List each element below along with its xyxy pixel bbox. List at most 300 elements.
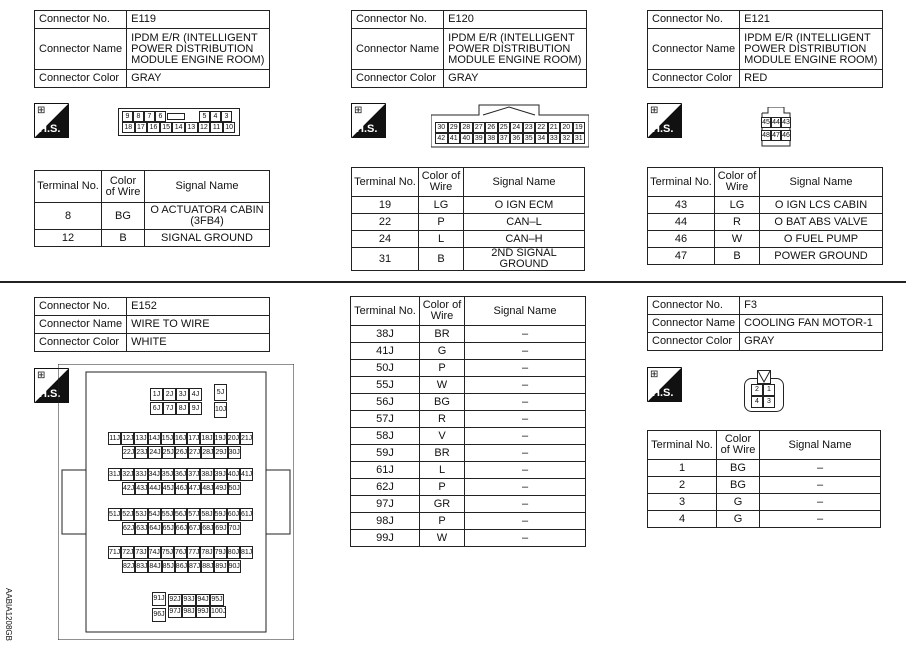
table-row — [351, 479, 586, 496]
wire-color-cell: BG — [717, 460, 760, 477]
pin: 48 — [762, 132, 770, 139]
label-connector-color: Connector Color — [35, 334, 127, 352]
pin: 43 — [782, 119, 790, 126]
signal-name-cell: – — [465, 394, 586, 411]
pin: 21 — [548, 122, 561, 133]
table-row — [648, 494, 881, 511]
wire-color-cell: GR — [420, 496, 465, 513]
table-row — [352, 214, 585, 231]
label-connector-no: Connector No. — [352, 11, 444, 29]
pin: 3 — [221, 111, 232, 122]
signal-name-cell: – — [465, 513, 586, 530]
wire-color-cell: B — [419, 248, 464, 271]
pin: 11J — [108, 432, 121, 445]
label-connector-no: Connector No. — [648, 297, 740, 315]
signal-name-cell: – — [465, 428, 586, 445]
pin: 7 — [144, 111, 155, 122]
wire-color-cell: P — [419, 214, 464, 231]
e120-number: E120 — [444, 11, 587, 29]
signal-name-cell: – — [465, 445, 586, 462]
terminal-no-cell: 99J — [351, 530, 420, 547]
pin: 79J — [214, 546, 227, 559]
terminal-no-cell: 55J — [351, 377, 420, 394]
pin: 44J — [148, 482, 161, 495]
wire-color-cell: P — [420, 513, 465, 530]
pin: 32J — [121, 468, 134, 481]
pin: 63J — [135, 522, 148, 535]
pin: 24J — [148, 446, 161, 459]
header-color-of-wire: Color of Wire — [419, 168, 464, 197]
terminal-no-cell: 12 — [35, 230, 102, 247]
terminal-no-cell: 50J — [351, 360, 420, 377]
terminal-no-cell: 38J — [351, 326, 420, 343]
pin: 69J — [214, 522, 227, 535]
pin: 65J — [162, 522, 175, 535]
terminal-no-cell: 44 — [648, 214, 715, 231]
f3-color: GRAY — [740, 333, 883, 351]
pin: 6J — [150, 402, 163, 415]
label-connector-color: Connector Color — [648, 70, 740, 88]
signal-name-cell: – — [465, 496, 586, 513]
pin: 25J — [162, 446, 175, 459]
pin: 45J — [162, 482, 175, 495]
header-terminal-no: Terminal No. — [35, 171, 102, 203]
header-terminal-no: Terminal No. — [648, 168, 715, 197]
pin: 9 — [122, 111, 133, 122]
e119-name: IPDM E/R (INTELLIGENT POWER DISTRIBUTION MODULE ENGINE ROOM) — [127, 29, 270, 70]
table-row — [648, 248, 883, 265]
pin: 100J — [210, 606, 226, 618]
pin: 80J — [227, 546, 240, 559]
pin: 10 — [223, 122, 236, 133]
wire-color-cell: R — [420, 411, 465, 428]
signal-name-cell: – — [465, 326, 586, 343]
label-connector-color: Connector Color — [648, 333, 740, 351]
table-row — [35, 203, 270, 230]
terminal-no-cell: 58J — [351, 428, 420, 445]
pin: 16 — [147, 122, 160, 133]
pin: 55J — [161, 508, 174, 521]
pin: 34 — [535, 133, 548, 144]
pin: 71J — [108, 546, 121, 559]
pin: 42J — [122, 482, 135, 495]
pin: 37J — [187, 468, 200, 481]
pin: 15J — [161, 432, 174, 445]
pin: 97J — [168, 606, 182, 618]
terminal-no-cell: 24 — [352, 231, 419, 248]
f3-number: F3 — [740, 297, 883, 315]
e119-terminal-table — [34, 170, 270, 247]
pin: 95J — [210, 594, 224, 606]
wire-color-cell: R — [715, 214, 760, 231]
pin: 15 — [160, 122, 173, 133]
pin: 35J — [161, 468, 174, 481]
pin: 67J — [188, 522, 201, 535]
table-row — [648, 231, 883, 248]
wire-color-cell: P — [420, 360, 465, 377]
pin: 6 — [155, 111, 166, 122]
pin: 52J — [121, 508, 134, 521]
pin: 40J — [227, 468, 240, 481]
pin: 74J — [148, 546, 161, 559]
pin: 72J — [121, 546, 134, 559]
wire-color-cell: BG — [717, 477, 760, 494]
e119-number: E119 — [127, 11, 270, 29]
pin: 23J — [135, 446, 148, 459]
pin: 24 — [510, 122, 523, 133]
e120-color: GRAY — [444, 70, 587, 88]
pin: 4 — [210, 111, 221, 122]
pin: 14 — [172, 122, 185, 133]
pin: 54J — [148, 508, 161, 521]
e121-color: RED — [740, 70, 883, 88]
terminal-no-cell: 62J — [351, 479, 420, 496]
pin: 19 — [573, 122, 586, 133]
header-signal-name: Signal Name — [145, 171, 270, 203]
header-signal-name: Signal Name — [464, 168, 585, 197]
signal-name-cell: CAN–L — [464, 214, 585, 231]
signal-name-cell: O BAT ABS VALVE — [760, 214, 883, 231]
pin: 34J — [148, 468, 161, 481]
pin: 49J — [214, 482, 227, 495]
pin: 7J — [163, 402, 176, 415]
table-row — [648, 460, 881, 477]
pin: 51J — [108, 508, 121, 521]
table-row — [351, 411, 586, 428]
pin: 92J — [168, 594, 182, 606]
pin: 31J — [108, 468, 121, 481]
label-connector-no: Connector No. — [35, 11, 127, 29]
pin: 70J — [228, 522, 241, 535]
pin: 56J — [174, 508, 187, 521]
f3-terminal-table — [647, 430, 881, 528]
e120-name: IPDM E/R (INTELLIGENT POWER DISTRIBUTION MODULE ENGINE ROOM) — [444, 29, 587, 70]
e120-info — [351, 10, 587, 88]
header-signal-name: Signal Name — [465, 297, 586, 326]
wire-color-cell: W — [420, 530, 465, 547]
table-row — [351, 462, 586, 479]
signal-name-cell: – — [465, 479, 586, 496]
pin: 47J — [188, 482, 201, 495]
signal-name-cell: O ACTUATOR4 CABIN (3FB4) — [145, 203, 270, 230]
blank-pin — [167, 113, 185, 120]
pin: 94J — [196, 594, 210, 606]
signal-name-cell: – — [465, 343, 586, 360]
e121-connector-face — [754, 107, 798, 147]
pin: 75J — [161, 546, 174, 559]
signal-name-cell: – — [465, 411, 586, 428]
terminal-no-cell: 8 — [35, 203, 102, 230]
wire-color-cell: B — [102, 230, 145, 247]
terminal-no-cell: 59J — [351, 445, 420, 462]
signal-name-cell: – — [760, 494, 881, 511]
pin: 38 — [485, 133, 498, 144]
pin: 85J — [162, 560, 175, 573]
pin: 41 — [448, 133, 461, 144]
table-row — [648, 511, 881, 528]
pin: 9J — [189, 402, 202, 415]
e119-color: GRAY — [127, 70, 270, 88]
pin: 27 — [473, 122, 486, 133]
pin: 46 — [782, 132, 790, 139]
wire-color-cell: BR — [420, 445, 465, 462]
hs-icon: ⊞ H.S. — [647, 367, 682, 402]
pin: 17 — [135, 122, 148, 133]
pin: 16J — [174, 432, 187, 445]
label-connector-no: Connector No. — [648, 11, 740, 29]
wire-color-cell: G — [420, 343, 465, 360]
pin: 31 — [573, 133, 586, 144]
pin: 12J — [121, 432, 134, 445]
pin: 8 — [133, 111, 144, 122]
table-row — [352, 197, 585, 214]
terminal-no-cell: 47 — [648, 248, 715, 265]
e121-name: IPDM E/R (INTELLIGENT POWER DISTRIBUTION MODULE ENGINE ROOM) — [740, 29, 883, 70]
pin: 17J — [187, 432, 200, 445]
table-row — [351, 326, 586, 343]
signal-name-cell: – — [760, 477, 881, 494]
wire-color-cell: G — [717, 511, 760, 528]
wire-color-cell: G — [717, 494, 760, 511]
pin: 21J — [240, 432, 253, 445]
pin: 18 — [122, 122, 135, 133]
wire-color-cell: L — [420, 462, 465, 479]
header-terminal-no: Terminal No. — [352, 168, 419, 197]
pin: 88J — [201, 560, 214, 573]
terminal-no-cell: 31 — [352, 248, 419, 271]
e119-info — [34, 10, 270, 88]
wire-color-cell: B — [715, 248, 760, 265]
pin: 39J — [214, 468, 227, 481]
table-row — [351, 428, 586, 445]
f3-info — [647, 296, 883, 351]
header-signal-name: Signal Name — [760, 168, 883, 197]
pin: 28J — [201, 446, 214, 459]
wire-color-cell: P — [420, 479, 465, 496]
pin: 66J — [175, 522, 188, 535]
pin: 20 — [560, 122, 573, 133]
pin: 41J — [240, 468, 253, 481]
terminal-no-cell: 3 — [648, 494, 717, 511]
pin: 32 — [560, 133, 573, 144]
figure-code: AABIA1208GB — [3, 588, 13, 641]
header-terminal-no: Terminal No. — [351, 297, 420, 326]
signal-name-cell: CAN–H — [464, 231, 585, 248]
pin: 2J — [163, 388, 176, 401]
table-row — [351, 394, 586, 411]
label-connector-no: Connector No. — [35, 298, 127, 316]
signal-name-cell: O FUEL PUMP — [760, 231, 883, 248]
pin: 8J — [176, 402, 189, 415]
pin: 10J — [214, 402, 227, 418]
pin: 42 — [435, 133, 448, 144]
pin: 87J — [188, 560, 201, 573]
pin: 22J — [122, 446, 135, 459]
terminal-no-cell: 57J — [351, 411, 420, 428]
pin: 89J — [214, 560, 227, 573]
pin: 12 — [198, 122, 211, 133]
e152-info — [34, 297, 270, 352]
table-row — [351, 496, 586, 513]
e152-number: E152 — [127, 298, 270, 316]
pin: 59J — [214, 508, 227, 521]
terminal-no-cell: 41J — [351, 343, 420, 360]
terminal-no-cell: 4 — [648, 511, 717, 528]
label-connector-name: Connector Name — [648, 29, 740, 70]
header-color-of-wire: Color of Wire — [717, 431, 760, 460]
pin: 58J — [200, 508, 213, 521]
pin: 37 — [498, 133, 511, 144]
pin: 14J — [148, 432, 161, 445]
e119-connector-face — [118, 108, 240, 136]
pin: 82J — [122, 560, 135, 573]
e121-info — [647, 10, 883, 88]
pin: 3 — [763, 396, 775, 408]
signal-name-cell: – — [465, 360, 586, 377]
signal-name-cell: 2ND SIGNAL GROUND — [464, 248, 585, 271]
pin: 13 — [185, 122, 198, 133]
signal-name-cell: SIGNAL GROUND — [145, 230, 270, 247]
e152-name: WIRE TO WIRE — [127, 316, 270, 334]
pin: 26 — [485, 122, 498, 133]
pin: 4J — [189, 388, 202, 401]
table-row — [351, 513, 586, 530]
pin: 1J — [150, 388, 163, 401]
label-connector-color: Connector Color — [352, 70, 444, 88]
pin: 86J — [175, 560, 188, 573]
pin: 73J — [134, 546, 147, 559]
label-connector-name: Connector Name — [648, 315, 740, 333]
header-color-of-wire: Color of Wire — [420, 297, 465, 326]
e152-color: WHITE — [127, 334, 270, 352]
pin: 96J — [152, 608, 166, 622]
table-row — [351, 343, 586, 360]
header-color-of-wire: Color of Wire — [102, 171, 145, 203]
pin: 28 — [460, 122, 473, 133]
pin: 29 — [448, 122, 461, 133]
label-connector-name: Connector Name — [35, 29, 127, 70]
table-row — [648, 214, 883, 231]
pin: 4 — [751, 396, 763, 408]
table-row — [351, 530, 586, 547]
pin: 50J — [228, 482, 241, 495]
pin: 39 — [473, 133, 486, 144]
pin: 78J — [200, 546, 213, 559]
pin: 20J — [227, 432, 240, 445]
pin: 22 — [535, 122, 548, 133]
signal-name-cell: – — [465, 462, 586, 479]
pin: 90J — [228, 560, 241, 573]
table-row — [648, 197, 883, 214]
f3-name: COOLING FAN MOTOR-1 — [740, 315, 883, 333]
table-row — [351, 445, 586, 462]
pin: 27J — [188, 446, 201, 459]
wire-color-cell: LG — [419, 197, 464, 214]
pin: 53J — [134, 508, 147, 521]
pin: 5 — [199, 111, 210, 122]
pin: 26J — [175, 446, 188, 459]
signal-name-cell: – — [465, 377, 586, 394]
terminal-no-cell: 98J — [351, 513, 420, 530]
pin: 3J — [176, 388, 189, 401]
table-row — [352, 231, 585, 248]
header-signal-name: Signal Name — [760, 431, 881, 460]
wire-color-cell: BG — [102, 203, 145, 230]
terminal-no-cell: 61J — [351, 462, 420, 479]
pin: 47 — [772, 132, 780, 139]
pin: 57J — [187, 508, 200, 521]
pin: 43J — [135, 482, 148, 495]
pin: 38J — [200, 468, 213, 481]
hs-icon: ⊞ H.S. — [34, 368, 69, 403]
pin: 60J — [227, 508, 240, 521]
pin: 83J — [135, 560, 148, 573]
header-terminal-no: Terminal No. — [648, 431, 717, 460]
pin: 81J — [240, 546, 253, 559]
pin: 30J — [228, 446, 241, 459]
pin: 30 — [435, 122, 448, 133]
e152-connector-face — [58, 364, 294, 640]
wire-color-cell: LG — [715, 197, 760, 214]
e152-terminal-table — [350, 296, 586, 547]
pin: 36J — [174, 468, 187, 481]
pin: 33 — [548, 133, 561, 144]
table-row — [352, 248, 585, 271]
pin: 40 — [460, 133, 473, 144]
wire-color-cell: V — [420, 428, 465, 445]
pin: 1 — [763, 384, 775, 396]
hs-icon: ⊞ H.S. — [351, 103, 386, 138]
signal-name-cell: POWER GROUND — [760, 248, 883, 265]
pin: 77J — [187, 546, 200, 559]
e121-terminal-table — [647, 167, 883, 265]
table-row — [35, 230, 270, 247]
pin: 99J — [196, 606, 210, 618]
e121-number: E121 — [740, 11, 883, 29]
terminal-no-cell: 97J — [351, 496, 420, 513]
terminal-no-cell: 46 — [648, 231, 715, 248]
wire-color-cell: W — [420, 377, 465, 394]
signal-name-cell: O IGN ECM — [464, 197, 585, 214]
pin: 29J — [214, 446, 227, 459]
terminal-no-cell: 56J — [351, 394, 420, 411]
pin: 62J — [122, 522, 135, 535]
pin: 91J — [152, 592, 166, 606]
table-row — [648, 477, 881, 494]
hs-icon: ⊞ H.S. — [34, 103, 69, 138]
pin: 23 — [523, 122, 536, 133]
pin: 44 — [772, 119, 780, 126]
pin: 76J — [174, 546, 187, 559]
pin: 2 — [751, 384, 763, 396]
label-connector-name: Connector Name — [352, 29, 444, 70]
f3-connector-face — [744, 370, 784, 412]
signal-name-cell: – — [760, 460, 881, 477]
section-divider — [0, 281, 906, 283]
terminal-no-cell: 1 — [648, 460, 717, 477]
pin: 46J — [175, 482, 188, 495]
signal-name-cell: – — [465, 530, 586, 547]
table-row — [351, 377, 586, 394]
terminal-no-cell: 22 — [352, 214, 419, 231]
hs-icon: ⊞ H.S. — [647, 103, 682, 138]
pin: 98J — [182, 606, 196, 618]
wire-color-cell: W — [715, 231, 760, 248]
e120-connector-face — [431, 103, 589, 148]
table-row — [351, 360, 586, 377]
pin: 18J — [200, 432, 213, 445]
pin: 36 — [510, 133, 523, 144]
